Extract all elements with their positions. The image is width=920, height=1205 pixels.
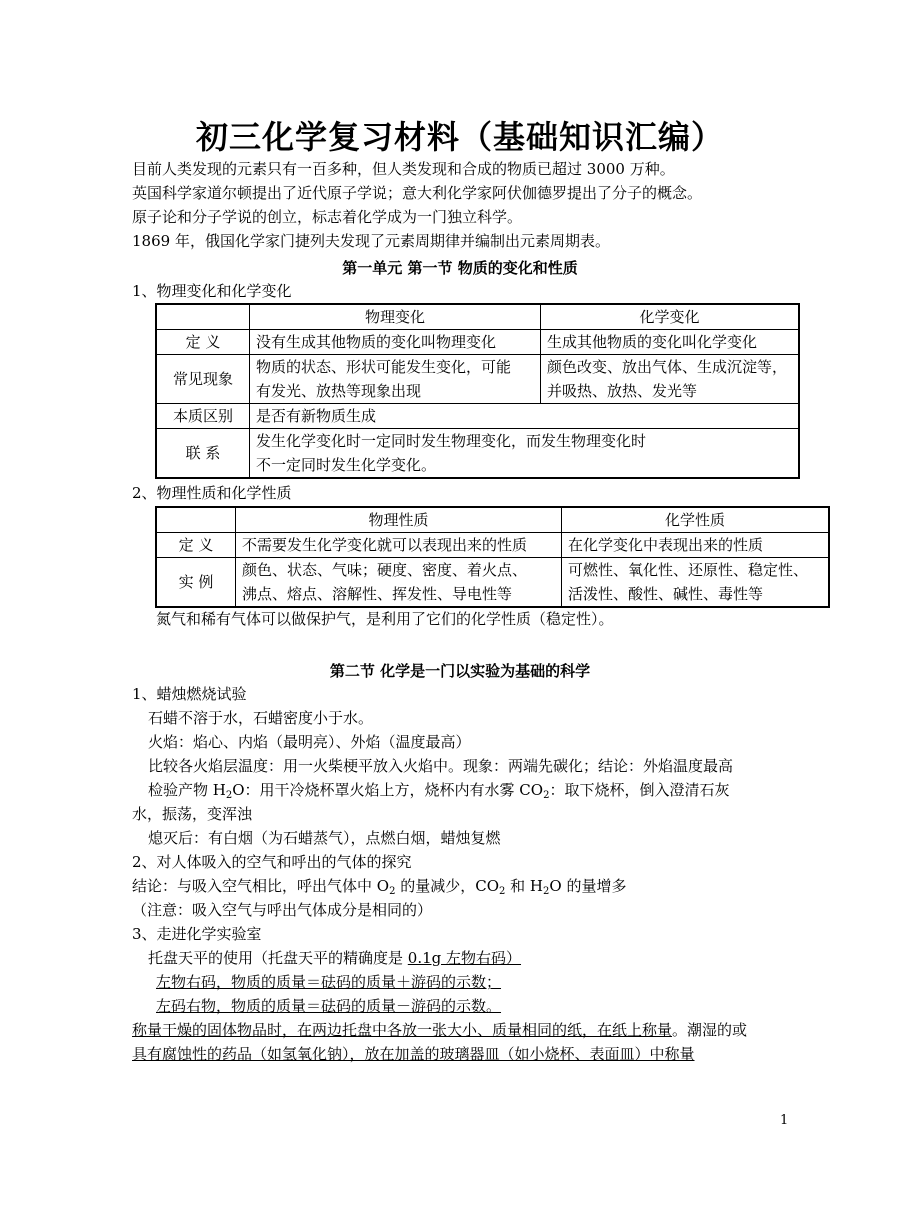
row-label-relation: 联 系 <box>156 429 250 479</box>
text-span: O：用干冷烧杯罩火焰上方，烧杯内有水雾 CO <box>232 781 544 799</box>
intro-line-2: 英国科学家道尔顿提出了近代原子学说；意大利化学家阿伏伽德罗提出了分子的概念。 <box>132 184 703 202</box>
property-table <box>155 506 830 608</box>
balance-line-1 <box>148 947 521 969</box>
row-label-examples: 实 例 <box>156 558 236 608</box>
cell-ex-physical <box>236 558 562 608</box>
unit1-item1: 1、物理变化和化学变化 <box>132 282 292 300</box>
subscript: 2 <box>543 886 550 897</box>
balance-line-2: 左物右码，物质的质量＝砝码的质量＋游码的示数； <box>156 973 502 991</box>
section2-item2: 2、对人体吸入的空气和呼出的气体的探究 <box>132 853 412 871</box>
text-span: O 的量增多 <box>549 877 627 895</box>
unit1-note: 氮气和稀有气体可以做保护气，是利用了它们的化学性质（稳定性）。 <box>156 610 614 628</box>
section2-heading: 第二节 化学是一门以实验为基础的科学 <box>329 662 591 680</box>
text-span: 的量减少，CO <box>395 877 499 895</box>
cell-phen-chemical-line2: 并吸热、放热、发光等 <box>547 382 698 400</box>
intro-line-1: 目前人类发现的元素只有一百多种，但人类发现和合成的物质已超过 3000 万种。 <box>132 160 675 178</box>
candle-line-2: 火焰：焰心、内焰（最明亮）、外焰（温度最高） <box>148 733 471 751</box>
row-label-definition: 定 义 <box>156 330 250 355</box>
table-corner <box>156 507 236 533</box>
text-span: 托盘天平的使用（托盘天平的精确度是 <box>148 949 408 967</box>
cell-ex-chemical-line2: 活泼性、酸性、碱性、毒性等 <box>568 585 764 603</box>
balance-line-3: 左码右物，物质的质量＝砝码的质量－游码的示数。 <box>156 997 502 1015</box>
balance-line-4 <box>132 1019 747 1041</box>
table-corner <box>156 304 250 330</box>
cell-relation-line1: 发生化学变化时一定同时发生物理变化，而发生物理变化时 <box>256 432 647 450</box>
row-label-definition: 定 义 <box>156 533 236 558</box>
cell-phen-physical-line2: 有发光、放热等现象出现 <box>256 382 422 400</box>
unit1-heading: 第一单元 第一节 物质的变化和性质 <box>342 259 578 277</box>
candle-line-1: 石蜡不溶于水，石蜡密度小于水。 <box>148 709 374 727</box>
col-chemical-change: 化学变化 <box>541 304 800 330</box>
breath-note: （注意：吸入空气与呼出气体成分是相同的） <box>132 901 433 919</box>
unit1-item2: 2、物理性质和化学性质 <box>132 484 292 502</box>
candle-line-4 <box>148 779 729 801</box>
candle-line-3: 比较各火焰层温度：用一火柴梗平放入火焰中。现象：两端先碳化；结论：外焰温度最高 <box>148 757 734 775</box>
cell-relation <box>250 429 800 479</box>
cell-ex-chemical-line1: 可燃性、氧化性、还原性、稳定性、 <box>568 561 809 579</box>
breath-conclusion <box>132 875 626 897</box>
text-span: 结论：与吸入空气相比，呼出气体中 O <box>132 877 390 895</box>
cell-def-chemical-property: 在化学变化中表现出来的性质 <box>562 533 830 558</box>
section2-item1: 1、蜡烛燃烧试验 <box>132 685 247 703</box>
cell-phen-physical <box>250 355 541 404</box>
subscript: 2 <box>225 790 233 801</box>
intro-line-4: 1869 年，俄国化学家门捷列夫发现了元素周期律并编制出元素周期表。 <box>132 232 610 250</box>
underlined-text: 称量干燥的固体物品时，在两边托盘中各放一张大小、质量相同的纸，在纸上称量 <box>132 1021 673 1039</box>
cell-relation-line2: 不一定同时发生化学变化。 <box>256 456 437 474</box>
col-physical-property: 物理性质 <box>236 507 562 533</box>
text-span: 和 H <box>505 877 543 895</box>
cell-phen-chemical <box>541 355 800 404</box>
text-span: ：取下烧杯，倒入澄清石灰 <box>549 781 730 799</box>
cell-essence: 是否有新物质生成 <box>250 404 800 429</box>
page-title: 初三化学复习材料（基础知识汇编） <box>195 118 724 156</box>
cell-ex-physical-line2: 沸点、熔点、溶解性、挥发性、导电性等 <box>242 585 513 603</box>
candle-line-6: 熄灭后：有白烟（为石蜡蒸气），点燃白烟，蜡烛复燃 <box>148 829 501 847</box>
section2-item3: 3、走进化学实验室 <box>132 925 262 943</box>
row-label-essence: 本质区别 <box>156 404 250 429</box>
subscript: 2 <box>389 886 396 897</box>
cell-def-physical-property: 不需要发生化学变化就可以表现出来的性质 <box>236 533 562 558</box>
cell-phen-chemical-line1: 颜色改变、放出气体、生成沉淀等， <box>547 358 788 376</box>
cell-ex-physical-line1: 颜色、状态、气味；硬度、密度、着火点、 <box>242 561 528 579</box>
subscript: 2 <box>543 790 550 801</box>
row-label-phenomena: 常见现象 <box>156 355 250 404</box>
text-span: 。潮湿的或 <box>672 1021 748 1039</box>
subscript: 2 <box>499 886 506 897</box>
col-physical-change: 物理变化 <box>250 304 541 330</box>
change-table <box>155 303 800 479</box>
cell-phen-physical-line1: 物质的状态、形状可能发生变化，可能 <box>256 358 512 376</box>
underlined-text: 0.1g 左物右码） <box>407 949 522 967</box>
balance-line-5: 具有腐蚀性的药品（如氢氧化钠），放在加盖的玻璃器皿（如小烧杯、表面皿）中称量 <box>132 1045 695 1063</box>
page-number: 1 <box>780 1113 789 1128</box>
cell-def-chemical: 生成其他物质的变化叫化学变化 <box>541 330 800 355</box>
cell-def-physical: 没有生成其他物质的变化叫物理变化 <box>250 330 541 355</box>
cell-ex-chemical <box>562 558 830 608</box>
col-chemical-property: 化学性质 <box>562 507 830 533</box>
candle-line-5: 水，振荡，变浑浊 <box>132 805 253 823</box>
intro-line-3: 原子论和分子学说的创立，标志着化学成为一门独立科学。 <box>132 208 523 226</box>
text-span: 检验产物 H <box>148 781 226 799</box>
